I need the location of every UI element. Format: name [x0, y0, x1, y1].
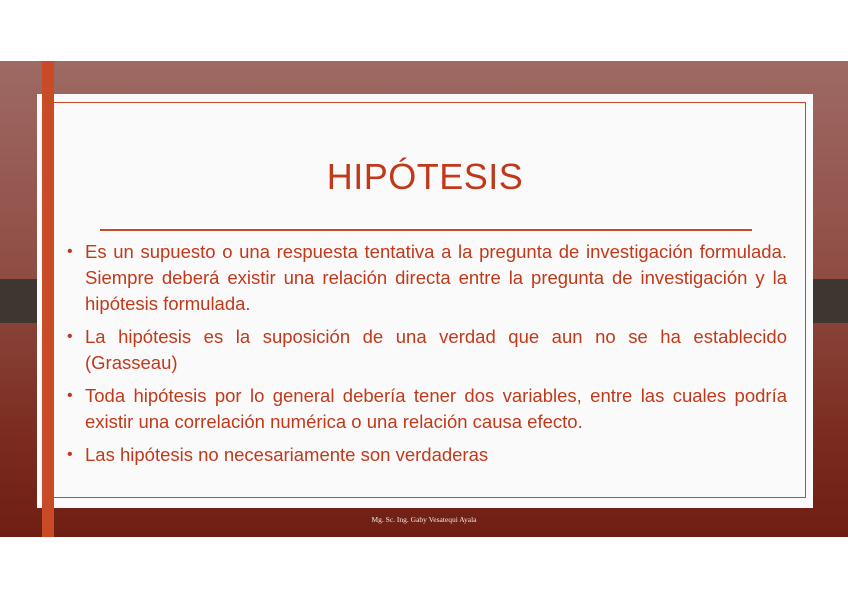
bullet-text: Las hipótesis no necesariamente son verdaderas: [85, 444, 489, 465]
bullet-list: [67, 239, 787, 475]
slide: [0, 61, 848, 537]
bullet-icon: •: [67, 387, 73, 404]
bullet-text: Es un supuesto o una respuesta tentativa a la pregunta de investigación formulada. Siempre deberá existir una relación directa entre la pregunta de investigación y la hipótesis formulada.: [85, 241, 787, 314]
bullet-item: [67, 442, 787, 468]
slide-title: HIPÓTESIS: [326, 156, 524, 197]
bullet-icon: •: [67, 243, 73, 260]
title-underline: [100, 229, 752, 231]
vertical-accent-bar: [42, 61, 54, 537]
content-card: [37, 94, 813, 508]
bullet-icon: •: [67, 446, 73, 463]
bullet-item: [67, 324, 787, 376]
footer-author: Mg. Sc. Ing. Gaby Vesatequi Ayala: [371, 515, 477, 524]
bullet-text: La hipótesis es la suposición de una verdad que aun no se ha establecido (Grasseau): [85, 326, 787, 373]
bullet-item: [67, 239, 787, 317]
bullet-item: [67, 383, 787, 435]
bullet-text: Toda hipótesis por lo general debería tener dos variables, entre las cuales podría existir una correlación numérica o una relación causa efecto.: [85, 385, 787, 432]
bullet-icon: •: [67, 328, 73, 345]
